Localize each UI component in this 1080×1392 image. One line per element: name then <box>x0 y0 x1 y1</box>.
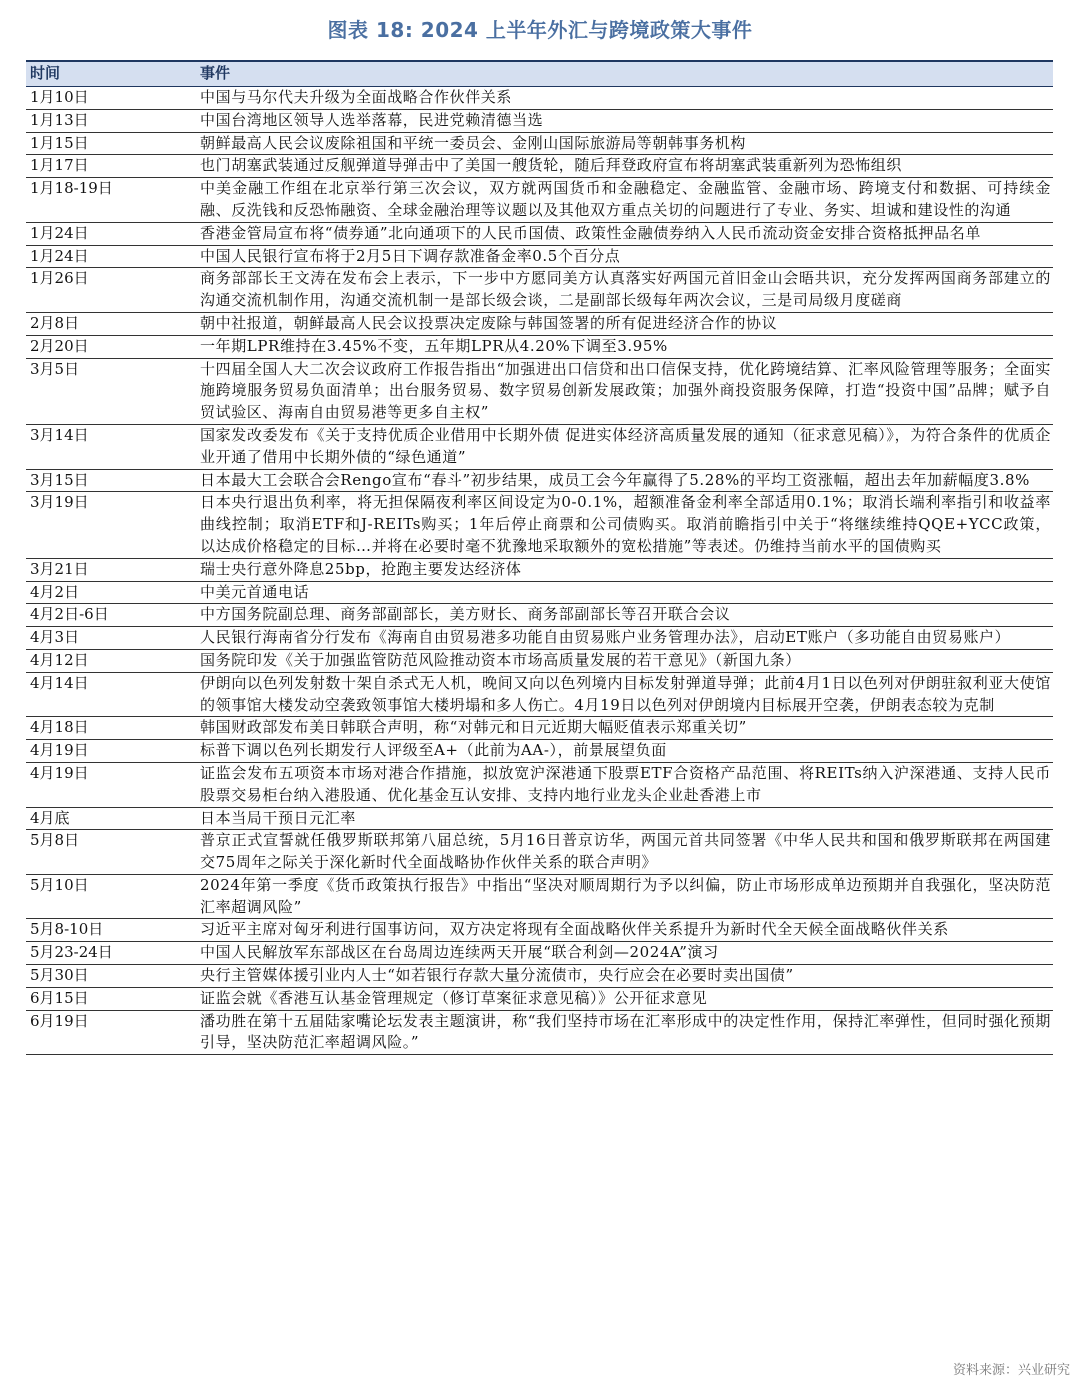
row-date: 1月15日 <box>30 133 89 152</box>
row-date: 5月8日 <box>30 831 80 850</box>
row-date: 1月13日 <box>30 110 89 129</box>
row-event: 中国与马尔代夫升级为全面战略合作伙伴关系 <box>200 88 513 106</box>
row-event: 普京正式宣誓就任俄罗斯联邦第八届总统，5月16日普京访华，两国元首共同签署《中华人民共和国和俄罗斯联邦在两国建交75周年之际关于深化新时代全面战略协作伙伴关系的联合声明》 <box>200 831 1051 872</box>
table-row <box>26 582 1053 605</box>
row-date: 1月24日 <box>30 246 89 265</box>
table-row <box>26 875 1053 920</box>
row-event: 国家发改委发布《关于支持优质企业借用中长期外债 促进实体经济高质量发展的通知（征求意见稿）》，为符合条件的优质企业开通了借用中长期外债的“绿色通道” <box>200 425 1051 466</box>
table-row <box>26 942 1053 965</box>
table-row <box>26 223 1053 246</box>
table-row <box>26 492 1053 558</box>
row-date: 1月18-19日 <box>30 179 113 198</box>
row-event: 中国台湾地区领导人选举落幕，民进党赖清德当选 <box>200 110 544 129</box>
table-row <box>26 313 1053 336</box>
table-row <box>26 359 1053 425</box>
row-date: 5月10日 <box>30 875 89 894</box>
row-date: 2月20日 <box>30 336 89 355</box>
row-event: 中方国务院副总理、商务部副部长，美方财长、商务部副部长等召开联合会议 <box>200 605 731 624</box>
row-event: 人民银行海南省分行发布《海南自由贸易港多功能自由贸易账户业务管理办法》，启动ET账户（多功能自由贸易账户） <box>200 628 1011 647</box>
row-event: 标普下调以色列长期发行人评级至A+（此前为AA-），前景展望负面 <box>200 741 667 760</box>
row-date: 5月30日 <box>30 966 89 985</box>
table-row <box>26 627 1053 650</box>
row-event: 2024年第一季度《货币政策执行报告》中指出“坚决对顺周期行为予以纠偏，防止市场形成单边预期并自我强化，坚决防范汇率超调风险” <box>200 875 1051 916</box>
row-event: 中美元首通电话 <box>200 582 310 601</box>
row-event: 中美金融工作组在北京举行第三次会议，双方就两国货币和金融稳定、金融监管、金融市场、跨境支付和数据、可持续金融、反洗钱和反恐怖融资、全球金融治理等议题以及其他双方重点关切的问题进行了专业、务实、坦诚和建设性的沟通 <box>200 179 1051 219</box>
row-date: 3月14日 <box>30 425 89 444</box>
row-event: 证监会发布五项资本市场对港合作措施，拟放宽沪深港通下股票ETF合资格产品范围、将REITs纳入沪深港通、支持人民币股票交易柜台纳入港股通、优化基金互认安排、支持内地行业龙头企业赴香港上市 <box>200 763 1051 804</box>
row-date: 3月5日 <box>30 359 80 378</box>
row-event: 中国人民银行宣布将于2月5日下调存款准备金率0.5个百分点 <box>200 246 621 265</box>
table-row <box>26 1011 1053 1056</box>
row-event: 商务部部长王文涛在发布会上表示，下一步中方愿同美方认真落实好两国元首旧金山会晤共识，充分发挥两国商务部建立的沟通交流机制作用，沟通交流机制一是部长级会谈，二是副部长级每年两次会议，三是司局级月度磋商 <box>200 269 1051 310</box>
table-row <box>26 110 1053 133</box>
table-header <box>26 60 1053 86</box>
row-event: 韩国财政部发布美日韩联合声明，称“对韩元和日元近期大幅贬值表示郑重关切” <box>200 718 747 737</box>
row-date: 3月19日 <box>30 493 89 512</box>
table-row <box>26 246 1053 269</box>
row-date: 4月18日 <box>30 718 89 737</box>
row-event: 潘功胜在第十五届陆家嘴论坛发表主题演讲，称“我们坚持市场在汇率形成中的决定性作用，保持汇率弹性，但同时强化预期引导，坚决防范汇率超调风险。” <box>200 1011 1051 1052</box>
row-event: 瑞士央行意外降息25bp，抢跑主要发达经济体 <box>200 559 522 578</box>
table-row <box>26 763 1053 808</box>
row-date: 2月8日 <box>30 313 80 332</box>
figure-title: 图表 18: 2024 上半年外汇与跨境政策大事件 <box>327 18 753 42</box>
row-event: 也门胡塞武装通过反舰弹道导弹击中了美国一艘货轮，随后拜登政府宣布将胡塞武装重新列为恐怖组织 <box>200 156 903 175</box>
table-row <box>26 425 1053 470</box>
table-row <box>26 717 1053 740</box>
table-row <box>26 178 1053 223</box>
table-row <box>26 740 1053 763</box>
row-event: 国务院印发《关于加强监管防范风险推动资本市场高质量发展的若干意见》（新国九条） <box>200 650 801 669</box>
events-table <box>26 60 1053 1055</box>
table-row <box>26 87 1053 110</box>
table-row <box>26 650 1053 673</box>
row-date: 4月3日 <box>30 628 80 647</box>
row-date: 4月2日 <box>30 582 80 601</box>
row-date: 3月21日 <box>30 559 89 578</box>
row-date: 1月17日 <box>30 156 89 175</box>
table-row <box>26 336 1053 359</box>
row-date: 4月12日 <box>30 650 89 669</box>
row-event: 十四届全国人大二次会议政府工作报告指出“加强进出口信贷和出口信保支持，优化跨境结算、汇率风险管理等服务；全面实施跨境服务贸易负面清单；出台服务贸易、数字贸易创新发展政策；加强外商投资服务保障，打造“投资中国”品牌；赋予自贸试验区、海南自由贸易港等更多自主权” <box>200 359 1051 422</box>
row-date: 5月8-10日 <box>30 920 104 939</box>
table-row <box>26 470 1053 493</box>
row-date: 1月10日 <box>30 88 89 106</box>
table-row <box>26 919 1053 942</box>
row-event: 日本央行退出负利率，将无担保隔夜利率区间设定为0-0.1%，超额准备金利率全部适用0.1%；取消长端利率指引和收益率曲线控制；取消ETF和J-REITs购买；1年后停止商票和公司债购买。取消前瞻指引中关于“将继续维持QQE+YCC政策，以达成价格稳定的目标…并将在必要时毫不犹豫地采取额外的宽松措施”等表述。仍维持当前水平的国债购买 <box>200 493 1051 555</box>
table-row <box>26 830 1053 875</box>
row-date: 4月底 <box>30 808 70 827</box>
row-date: 1月24日 <box>30 223 89 242</box>
row-event: 习近平主席对匈牙利进行国事访问，双方决定将现有全面战略伙伴关系提升为新时代全天候全面战略伙伴关系 <box>200 920 949 939</box>
table-row <box>26 559 1053 582</box>
row-date: 3月15日 <box>30 470 89 489</box>
table-row <box>26 673 1053 718</box>
row-date: 1月26日 <box>30 269 89 288</box>
row-event: 朝鲜最高人民会议废除祖国和平统一委员会、金刚山国际旅游局等朝韩事务机构 <box>200 133 747 152</box>
row-event: 日本最大工会联合会Rengo宣布“春斗”初步结果，成员工会今年赢得了5.28%的平均工资涨幅，超出去年加薪幅度3.8% <box>200 470 1030 489</box>
table-row <box>26 268 1053 313</box>
table-row <box>26 808 1053 831</box>
row-event: 香港金管局宣布将“债券通”北向通项下的人民币国债、政策性金融债券纳入人民币流动资金安排合资格抵押品名单 <box>200 223 981 242</box>
table-row <box>26 988 1053 1011</box>
row-date: 6月15日 <box>30 988 89 1007</box>
row-event: 日本当局干预日元汇率 <box>200 808 357 827</box>
table-body <box>26 86 1053 1055</box>
row-event: 中国人民解放军东部战区在台岛周边连续两天开展“联合利剑—2024A”演习 <box>200 943 719 962</box>
row-event: 证监会就《香港互认基金管理规定（修订草案征求意见稿）》公开征求意见 <box>200 988 708 1007</box>
row-event: 一年期LPR维持在3.45%不变，五年期LPR从4.20%下调至3.95% <box>200 336 668 355</box>
table-row <box>26 965 1053 988</box>
row-event: 朝中社报道，朝鲜最高人民会议投票决定废除与韩国签署的所有促进经济合作的协议 <box>200 313 778 332</box>
table-row <box>26 133 1053 156</box>
row-event: 伊朗向以色列发射数十架自杀式无人机，晚间又向以色列境内目标发射弹道导弹；此前4月1日以色列对伊朗驻叙利亚大使馆的领事馆大楼发动空袭致领事馆大楼坍塌和多人伤亡。4月19日以色列对伊朗境内目标展开空袭，伊朗表态较为克制 <box>200 673 1051 714</box>
row-date: 4月14日 <box>30 673 89 692</box>
source-note: 资料来源：兴业研究 <box>952 1363 1070 1378</box>
table-row <box>26 604 1053 627</box>
row-date: 5月23-24日 <box>30 943 113 962</box>
header-time: 时间 <box>30 64 61 82</box>
row-date: 4月19日 <box>30 741 89 760</box>
header-event: 事件 <box>200 64 231 82</box>
row-date: 6月19日 <box>30 1011 89 1030</box>
row-date: 4月19日 <box>30 763 89 782</box>
row-date: 4月2日-6日 <box>30 605 109 624</box>
row-event: 央行主管媒体援引业内人士“如若银行存款大量分流债市，央行应会在必要时卖出国债” <box>200 966 794 985</box>
table-row <box>26 155 1053 178</box>
